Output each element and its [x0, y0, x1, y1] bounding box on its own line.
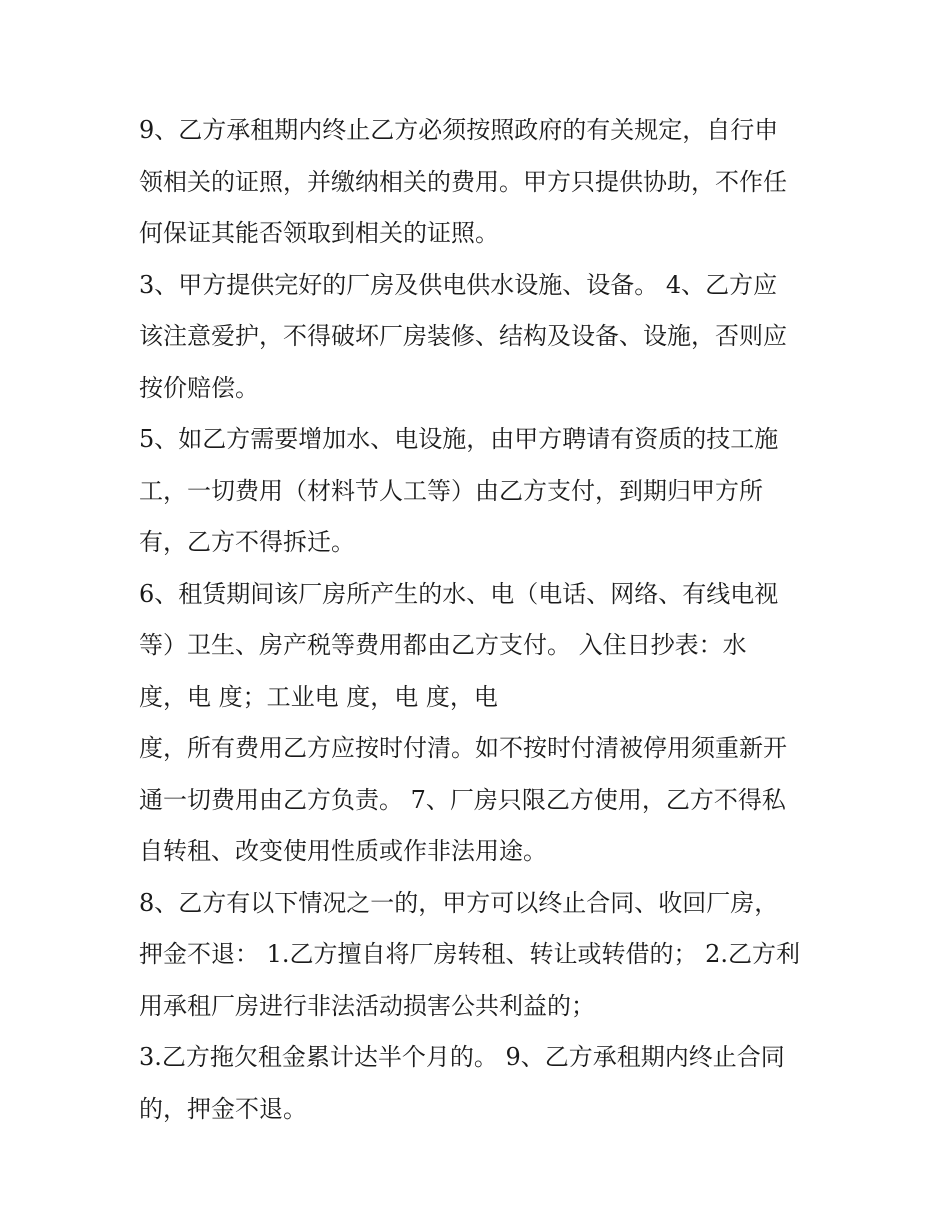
text-line: 领相关的证照，并缴纳相关的费用。甲方只提供协助，不作任 [139, 167, 787, 196]
text-line: 用承租厂房进行非法活动损害公共利益的； [139, 991, 595, 1020]
text-line: 6、租赁期间该厂房所产生的水、电（电话、网络、有线电视 [139, 579, 779, 608]
text-line: 工，一切费用（材料节人工等）由乙方支付，到期归甲方所 [139, 476, 763, 505]
text-line: 该注意爱护，不得破坏厂房装修、结构及设备、设施，否则应 [139, 322, 787, 350]
text-line: 自转租、改变使用性质或作非法用途。 [139, 837, 547, 865]
text-line: 押金不退： 1.乙方擅自将厂房转租、转让或转借的； 2.乙方利 [139, 940, 801, 968]
text-line: 等）卫生、房产税等费用都由乙方支付。 入住日抄表：水 [139, 631, 747, 659]
text-line: 3.乙方拖欠租金累计达半个月的。 9、乙方承租期内终止合同 [139, 1043, 785, 1071]
text-line: 通一切费用由乙方负责。 7、厂房只限乙方使用，乙方不得私 [139, 785, 786, 814]
text-line: 度，所有费用乙方应按时付清。如不按时付清被停用须重新开 [139, 734, 787, 762]
text-line: 何保证其能否领取到相关的证照。 [139, 219, 499, 247]
text-line: 按价赔偿。 [139, 373, 259, 402]
text-line: 9、乙方承租期内终止乙方必须按照政府的有关规定，自行申 [139, 116, 779, 144]
text-line: 有，乙方不得拆迁。 [139, 528, 355, 556]
text-line: 度，电 度；工业电 度，电 度，电 [139, 682, 498, 711]
text-line: 5、如乙方需要增加水、电设施，由甲方聘请有资质的技工施 [139, 425, 779, 453]
text-line: 3、甲方提供完好的厂房及供电供水设施、设备。 4、乙方应 [139, 270, 778, 299]
text-line: 的，押金不退。 [139, 1094, 307, 1123]
contract-text [139, 108, 819, 1138]
text-line: 8、乙方有以下情况之一的，甲方可以终止合同、收回厂房， [139, 888, 779, 917]
